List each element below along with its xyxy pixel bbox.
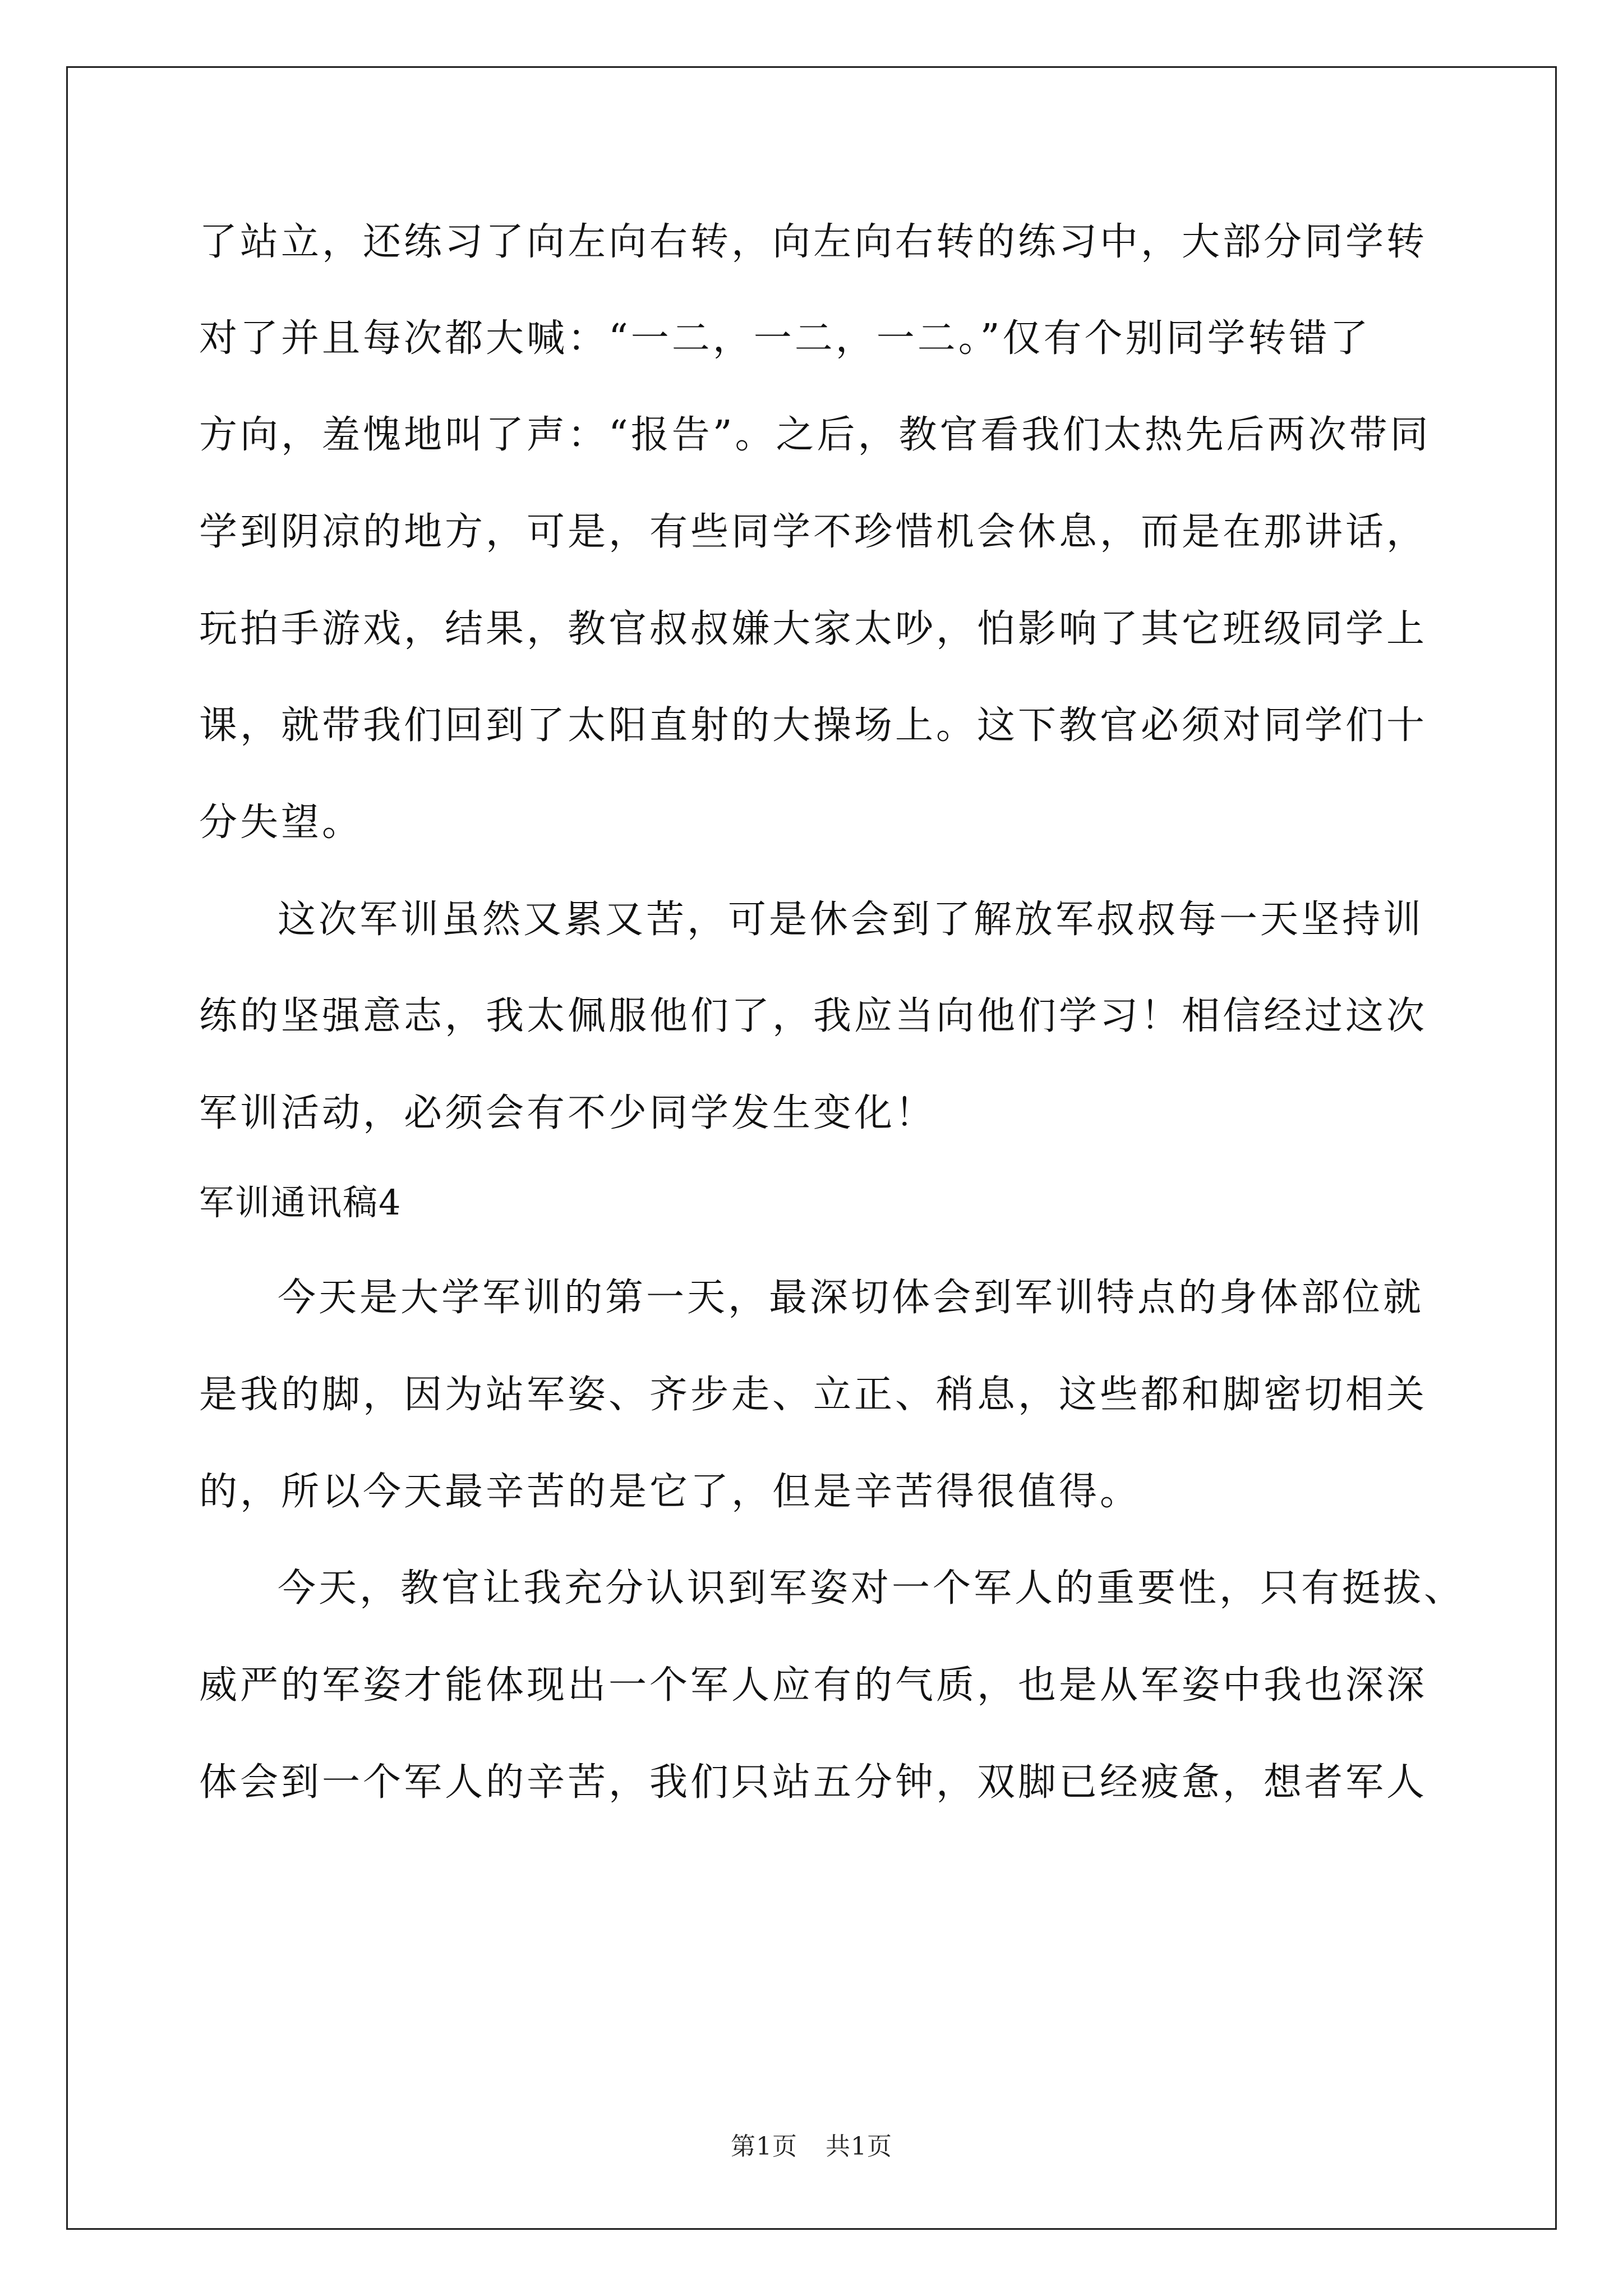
paragraph-line: 了站立，还练习了向左向右转，向左向右转的练习中，大部分同学转	[199, 220, 1428, 264]
paragraph-line: 今天是大学军训的第一天，最深切体会到军训特点的身体部位就	[278, 1276, 1424, 1320]
paragraph-line: 分失望。	[199, 800, 363, 845]
paragraph-line: 的，所以今天最辛苦的是它了，但是辛苦得很值得。	[199, 1470, 1141, 1514]
paragraph-line: 课，就带我们回到了太阳直射的大操场上。这下教官必须对同学们十	[199, 703, 1428, 748]
paragraph-line: 军训活动，必须会有不少同学发生变化！	[199, 1091, 937, 1135]
page-number: 第1页	[731, 2132, 797, 2161]
paragraph-line: 威严的军姿才能体现出一个军人应有的气质，也是从军姿中我也深深	[199, 1663, 1428, 1708]
paragraph-line: 对了并且每次都大喊：“一二，一二，一二。”仅有个别同学转错了	[199, 316, 1371, 361]
paragraph-line: 方向，羞愧地叫了声：“报告”。之后，教官看我们太热先后两次带同	[199, 413, 1431, 457]
paragraph-line: 体会到一个军人的辛苦，我们只站五分钟，双脚已经疲惫，想者军人	[199, 1760, 1428, 1805]
paragraph-line: 学到阴凉的地方，可是，有些同学不珍惜机会休息，而是在那讲话，	[199, 510, 1428, 554]
paragraph-line: 今天，教官让我充分认识到军姿对一个军人的重要性，只有挺拔、	[278, 1566, 1465, 1611]
paragraph-line: 是我的脚，因为站军姿、齐步走、立正、稍息，这些都和脚密切相关	[199, 1373, 1428, 1417]
paragraph-line: 练的坚强意志，我太佩服他们了，我应当向他们学习！相信经过这次	[199, 994, 1428, 1038]
section-heading: 军训通讯稿4	[199, 1182, 402, 1223]
paragraph-line: 玩拍手游戏，结果，教官叔叔嫌大家太吵，怕影响了其它班级同学上	[199, 607, 1428, 651]
page-total: 共1页	[826, 2132, 892, 2161]
page-footer	[0, 2126, 1623, 2162]
paragraph-line: 这次军训虽然又累又苦，可是休会到了解放军叔叔每一天坚持训	[278, 898, 1424, 942]
page-border	[66, 66, 1557, 2230]
